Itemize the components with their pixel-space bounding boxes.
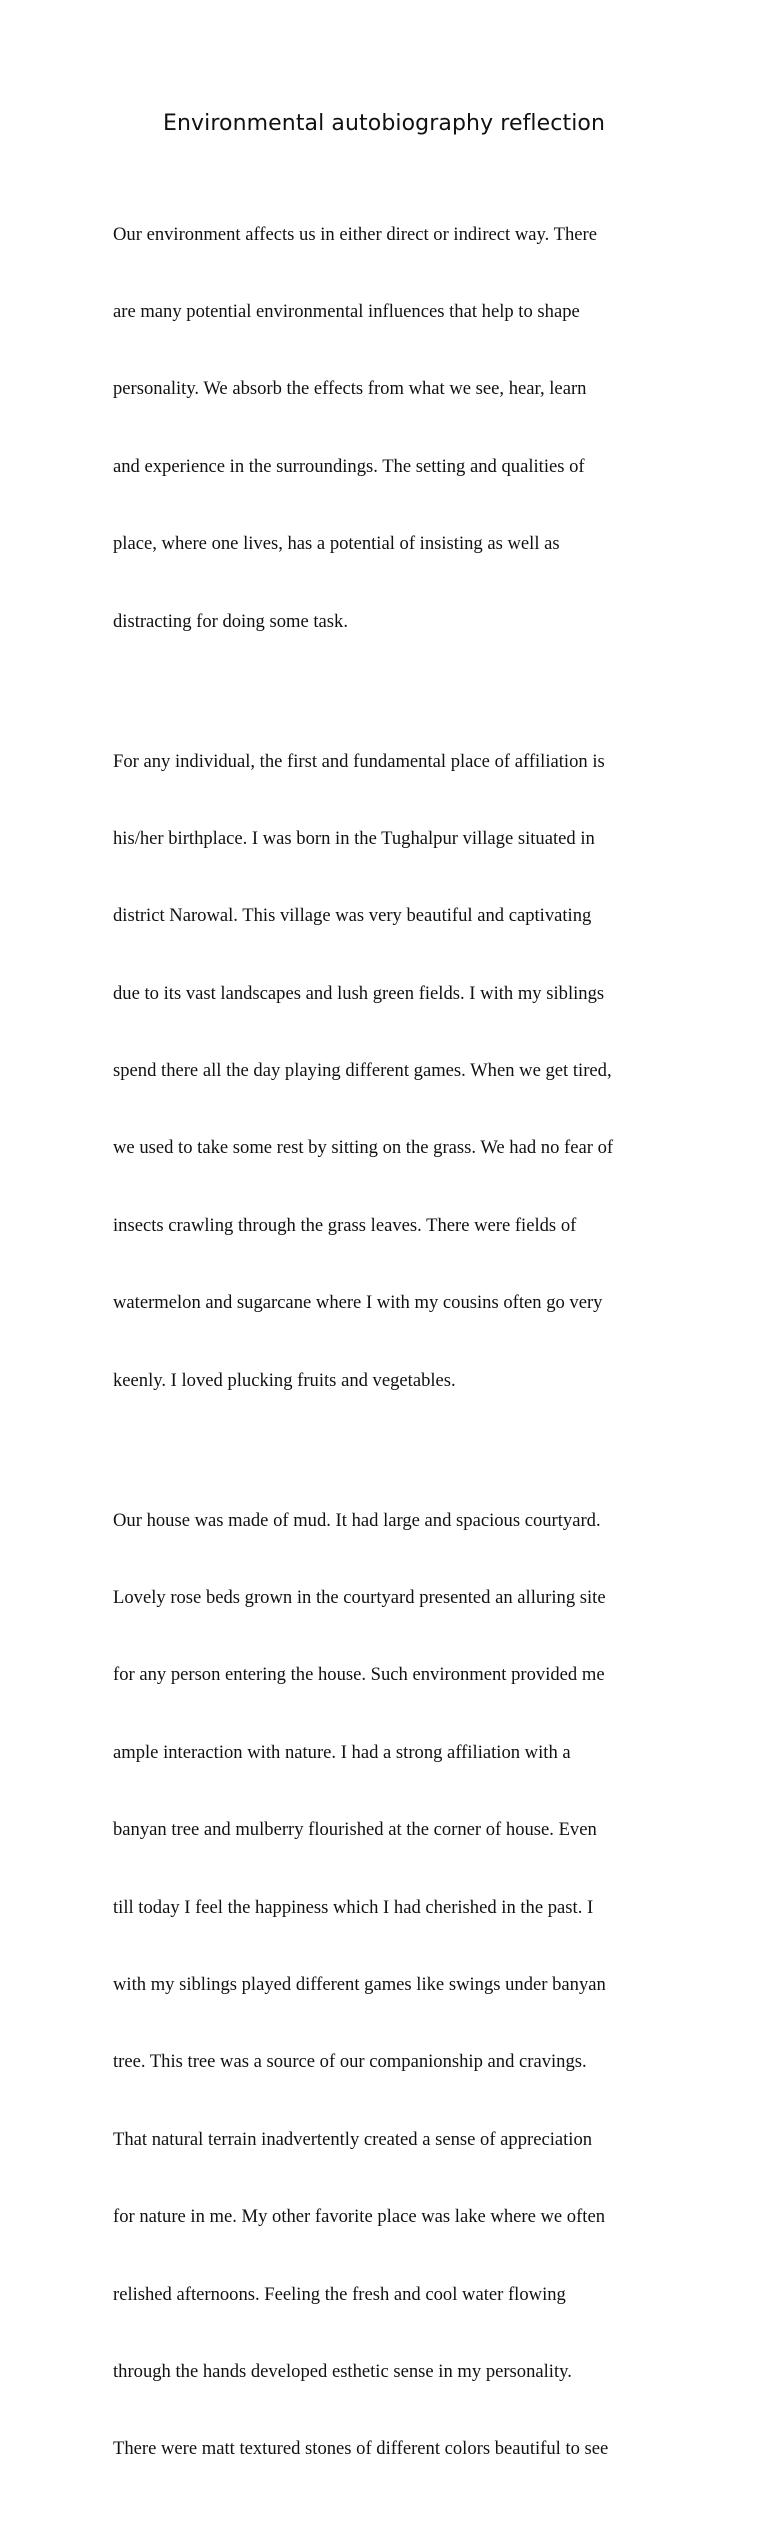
- text-line: due to its vast landscapes and lush green fields. I with my siblings: [113, 982, 605, 1004]
- text-line: personality. We absorb the effects from what we see, hear, learn: [113, 378, 587, 400]
- document-title: Environmental autobiography reflection: [162, 111, 606, 136]
- text-line: district Narowal. This village was very beautiful and captivating: [113, 905, 592, 927]
- text-line: distracting for doing some task.: [113, 610, 348, 632]
- text-line: for any person entering the house. Such environment provided me: [113, 1664, 605, 1686]
- text-line: relished afternoons. Feeling the fresh and cool water flowing: [113, 2283, 566, 2305]
- text-line: watermelon and sugarcane where I with my cousins often go very: [113, 1292, 603, 1314]
- text-line: Lovely rose beds grown in the courtyard presented an alluring site: [113, 1587, 606, 1609]
- text-line: Our environment affects us in either direct or indirect way. There: [113, 223, 597, 245]
- text-line: and experience in the surroundings. The setting and qualities of: [113, 455, 585, 477]
- text-line: For any individual, the first and fundamental place of affiliation is: [113, 750, 605, 772]
- text-line: There were matt textured stones of different colors beautiful to see: [113, 2438, 609, 2460]
- text-line: place, where one lives, has a potential of insisting as well as: [113, 533, 560, 555]
- text-line: Our house was made of mud. It had large and spacious courtyard.: [113, 1509, 601, 1531]
- text-line: insects crawling through the grass leaves. There were fields of: [113, 1214, 577, 1236]
- text-line: That natural terrain inadvertently created a sense of appreciation: [113, 2128, 593, 2150]
- text-line: for nature in me. My other favorite place was lake where we often: [113, 2206, 606, 2228]
- text-line: we used to take some rest by sitting on the grass. We had no fear of: [113, 1137, 614, 1159]
- text-line: are many potential environmental influences that help to shape: [113, 300, 580, 322]
- paragraph-1: [113, 170, 661, 686]
- text-line: tree. This tree was a source of our companionship and cravings.: [113, 2051, 587, 2073]
- text-line: spend there all the day playing different games. When we get tired,: [113, 1060, 612, 1082]
- text-line: with my siblings played different games like swings under banyan: [113, 1973, 606, 1995]
- paragraph-3: [113, 1456, 661, 2514]
- text-line: banyan tree and mulberry flourished at the corner of house. Even: [113, 1819, 597, 1841]
- document-body: [113, 170, 661, 2525]
- text-line: keenly. I loved plucking fruits and vegetables.: [113, 1369, 456, 1391]
- paragraph-2: [113, 697, 661, 1445]
- text-line: ample interaction with nature. I had a strong affiliation with a: [113, 1741, 571, 1763]
- text-line: through the hands developed esthetic sense in my personality.: [113, 2360, 572, 2382]
- text-line: till today I feel the happiness which I had cherished in the past. I: [113, 1896, 594, 1918]
- text-line: his/her birthplace. I was born in the Tughalpur village situated in: [113, 827, 595, 849]
